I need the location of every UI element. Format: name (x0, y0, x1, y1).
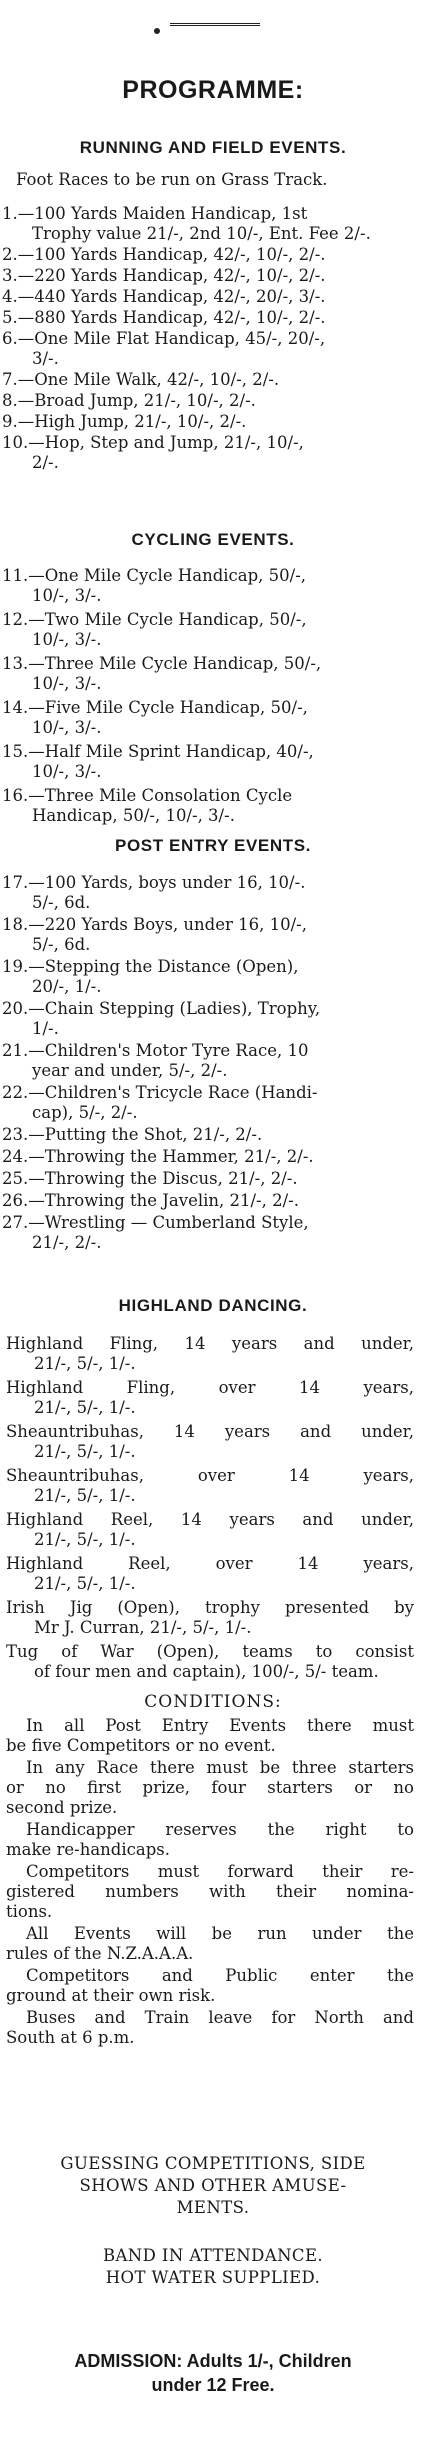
post-entry-event-line: 18.—220 Yards Boys, under 16, 10/-, (2, 915, 308, 934)
post-entry-event-continuation: 21/-, 2/-. (32, 1233, 102, 1252)
cycling-event-line: 13.—Three Mile Cycle Handicap, 50/-, (2, 654, 322, 673)
post-entry-event-line: 26.—Throwing the Javelin, 21/-, 2/-. (2, 1191, 299, 1210)
condition-paragraph (6, 1716, 414, 1756)
condition-paragraph (6, 1758, 414, 1818)
cycling-event-item (0, 566, 410, 606)
highland-event-item (6, 1422, 414, 1462)
post-entry-event-line: 24.—Throwing the Hammer, 21/-, 2/-. (2, 1147, 314, 1166)
running-event-line: 4.—440 Yards Handicap, 42/-, 20/-, 3/-. (2, 287, 326, 306)
post-entry-event-line: 25.—Throwing the Discus, 21/-, 2/-. (2, 1169, 298, 1188)
highland-event-item (6, 1510, 414, 1550)
running-event-line: 9.—High Jump, 21/-, 10/-, 2/-. (2, 412, 247, 431)
running-note: Foot Races to be run on Grass Track. (16, 170, 328, 189)
running-event-item (0, 204, 410, 244)
post-entry-event-line: 19.—Stepping the Distance (Open), (2, 957, 299, 976)
post-entry-event-line: 27.—Wrestling — Cumberland Style, (2, 1213, 309, 1232)
highland-event-line: Irish Jig (Open), trophy presented by (6, 1598, 414, 1617)
guessing-line-1: GUESSING COMPETITIONS, SIDE (60, 2154, 366, 2173)
highland-event-line: Sheauntribuhas, over 14 years, (6, 1466, 414, 1485)
running-event-line: 5.—880 Yards Handicap, 42/-, 10/-, 2/-. (2, 308, 326, 327)
running-event-item (0, 287, 410, 307)
condition-paragraph (6, 1862, 414, 1922)
highland-event-line: Highland Fling, over 14 years, (6, 1378, 414, 1397)
highland-event-line: Highland Fling, 14 years and under, (6, 1334, 414, 1353)
highland-event-continuation: 21/-, 5/-, 1/-. (34, 1486, 136, 1505)
post-entry-event-item (0, 873, 410, 913)
post-entry-event-continuation: 5/-, 6d. (32, 893, 91, 912)
highland-event-continuation: 21/-, 5/-, 1/-. (34, 1574, 136, 1593)
condition-line: Competitors must forward their re- (26, 1862, 414, 1881)
condition-line: South at 6 p.m. (6, 2028, 135, 2047)
post-entry-event-item (0, 1041, 410, 1081)
post-entry-heading: POST ENTRY EVENTS. (115, 836, 311, 855)
admission-line-1: ADMISSION: Adults 1/-, Children (74, 2351, 352, 2371)
cycling-event-continuation: Handicap, 50/-, 10/-, 3/-. (32, 806, 235, 825)
highland-event-item (6, 1378, 414, 1418)
highland-event-continuation: Mr J. Curran, 21/-, 5/-, 1/-. (34, 1618, 252, 1637)
running-event-line: 8.—Broad Jump, 21/-, 10/-, 2/-. (2, 391, 256, 410)
running-event-item (0, 433, 410, 473)
post-entry-event-item (0, 1083, 410, 1123)
running-event-line: 3.—220 Yards Handicap, 42/-, 10/-, 2/-. (2, 266, 326, 285)
cycling-event-item (0, 742, 410, 782)
running-event-continuation: 2/-. (32, 453, 59, 472)
condition-line: or no first prize, four starters or no (6, 1778, 414, 1797)
conditions-heading: CONDITIONS: (144, 1692, 282, 1712)
guessing-line-2: SHOWS AND OTHER AMUSE- (79, 2176, 347, 2195)
condition-line: In all Post Entry Events there must (26, 1716, 414, 1735)
cycling-event-item (0, 654, 410, 694)
running-event-line: 6.—One Mile Flat Handicap, 45/-, 20/-, (2, 329, 326, 348)
running-event-continuation: 3/-. (32, 349, 59, 368)
cycling-event-line: 15.—Half Mile Sprint Handicap, 40/-, (2, 742, 314, 761)
running-event-item (0, 370, 410, 390)
cycling-event-item (0, 698, 410, 738)
post-entry-event-item (0, 915, 410, 955)
highland-event-continuation: 21/-, 5/-, 1/-. (34, 1354, 136, 1373)
condition-line: rules of the N.Z.A.A.A. (6, 1944, 194, 1963)
admission-line-2: under 12 Free. (151, 2375, 275, 2395)
top-rule (170, 23, 260, 26)
highland-event-continuation: 21/-, 5/-, 1/-. (34, 1398, 136, 1417)
running-heading: RUNNING AND FIELD EVENTS. (79, 138, 347, 157)
ornament-dot (154, 28, 160, 34)
post-entry-event-item (0, 1147, 410, 1167)
cycling-heading: CYCLING EVENTS. (131, 530, 295, 549)
condition-line: tions. (6, 1902, 53, 1921)
running-event-item (0, 329, 410, 369)
page-title: PROGRAMME: (122, 76, 304, 104)
highland-event-item (6, 1334, 414, 1374)
cycling-event-continuation: 10/-, 3/-. (32, 630, 102, 649)
condition-line: Handicapper reserves the right to (26, 1820, 414, 1839)
cycling-event-continuation: 10/-, 3/-. (32, 718, 102, 737)
post-entry-event-continuation: 5/-, 6d. (32, 935, 91, 954)
highland-event-item (6, 1554, 414, 1594)
running-event-line: 7.—One Mile Walk, 42/-, 10/-, 2/-. (2, 370, 280, 389)
post-entry-event-continuation: year and under, 5/-, 2/-. (32, 1061, 228, 1080)
post-entry-event-line: 20.—Chain Stepping (Ladies), Trophy, (2, 999, 321, 1018)
guessing-line-3: MENTS. (176, 2198, 250, 2217)
running-event-line: 10.—Hop, Step and Jump, 21/-, 10/-, (2, 433, 304, 452)
post-entry-event-line: 21.—Children's Motor Tyre Race, 10 (2, 1041, 309, 1060)
running-event-item (0, 391, 410, 411)
post-entry-event-item (0, 1125, 410, 1145)
highland-heading: HIGHLAND DANCING. (118, 1296, 308, 1315)
post-entry-event-line: 17.—100 Yards, boys under 16, 10/-. (2, 873, 306, 892)
post-entry-event-line: 22.—Children's Tricycle Race (Handi- (2, 1083, 318, 1102)
condition-line: Buses and Train leave for North and (26, 2008, 414, 2027)
condition-paragraph (6, 1966, 414, 2006)
post-entry-event-item (0, 1191, 410, 1211)
band-line: BAND IN ATTENDANCE. (102, 2246, 324, 2265)
highland-event-item (6, 1598, 414, 1638)
highland-event-item (6, 1642, 414, 1682)
highland-event-line: Highland Reel, over 14 years, (6, 1554, 414, 1573)
cycling-event-line: 16.—Three Mile Consolation Cycle (2, 786, 293, 805)
running-event-line: 2.—100 Yards Handicap, 42/-, 10/-, 2/-. (2, 245, 326, 264)
running-event-continuation: Trophy value 21/-, 2nd 10/-, Ent. Fee 2/-. (32, 224, 371, 243)
cycling-event-item (0, 786, 410, 826)
cycling-event-continuation: 10/-, 3/-. (32, 674, 102, 693)
highland-event-continuation: of four men and captain), 100/-, 5/- team. (34, 1662, 379, 1681)
condition-line: Competitors and Public enter the (26, 1966, 414, 1985)
post-entry-event-item (0, 957, 410, 997)
cycling-event-continuation: 10/-, 3/-. (32, 762, 102, 781)
hot-water-line: HOT WATER SUPPLIED. (105, 2268, 321, 2287)
cycling-event-line: 14.—Five Mile Cycle Handicap, 50/-, (2, 698, 308, 717)
post-entry-event-continuation: cap), 5/-, 2/-. (32, 1103, 138, 1122)
highland-event-line: Highland Reel, 14 years and under, (6, 1510, 414, 1529)
highland-event-line: Tug of War (Open), teams to consist (6, 1642, 414, 1661)
condition-line: be five Competitors or no event. (6, 1736, 276, 1755)
post-entry-event-item (0, 1213, 410, 1253)
running-event-item (0, 412, 410, 432)
post-entry-event-item (0, 1169, 410, 1189)
condition-line: make re-handicaps. (6, 1840, 171, 1859)
highland-event-line: Sheauntribuhas, 14 years and under, (6, 1422, 414, 1441)
running-event-line: 1.—100 Yards Maiden Handicap, 1st (2, 204, 308, 223)
running-event-item (0, 245, 410, 265)
running-event-item (0, 266, 410, 286)
condition-line: gistered numbers with their nomina- (6, 1882, 414, 1901)
condition-line: second prize. (6, 1798, 118, 1817)
condition-line: In any Race there must be three starters (26, 1758, 414, 1777)
condition-line: ground at their own risk. (6, 1986, 216, 2005)
condition-line: All Events will be run under the (26, 1924, 414, 1943)
post-entry-event-continuation: 20/-, 1/-. (32, 977, 102, 996)
cycling-event-item (0, 610, 410, 650)
condition-paragraph (6, 1820, 414, 1860)
running-event-item (0, 308, 410, 328)
post-entry-event-continuation: 1/-. (32, 1019, 59, 1038)
condition-paragraph (6, 1924, 414, 1964)
highland-event-continuation: 21/-, 5/-, 1/-. (34, 1442, 136, 1461)
cycling-event-line: 12.—Two Mile Cycle Handicap, 50/-, (2, 610, 307, 629)
cycling-event-continuation: 10/-, 3/-. (32, 586, 102, 605)
post-entry-event-line: 23.—Putting the Shot, 21/-, 2/-. (2, 1125, 263, 1144)
condition-paragraph (6, 2008, 414, 2048)
highland-event-continuation: 21/-, 5/-, 1/-. (34, 1530, 136, 1549)
highland-event-item (6, 1466, 414, 1506)
cycling-event-line: 11.—One Mile Cycle Handicap, 50/-, (2, 566, 307, 585)
post-entry-event-item (0, 999, 410, 1039)
